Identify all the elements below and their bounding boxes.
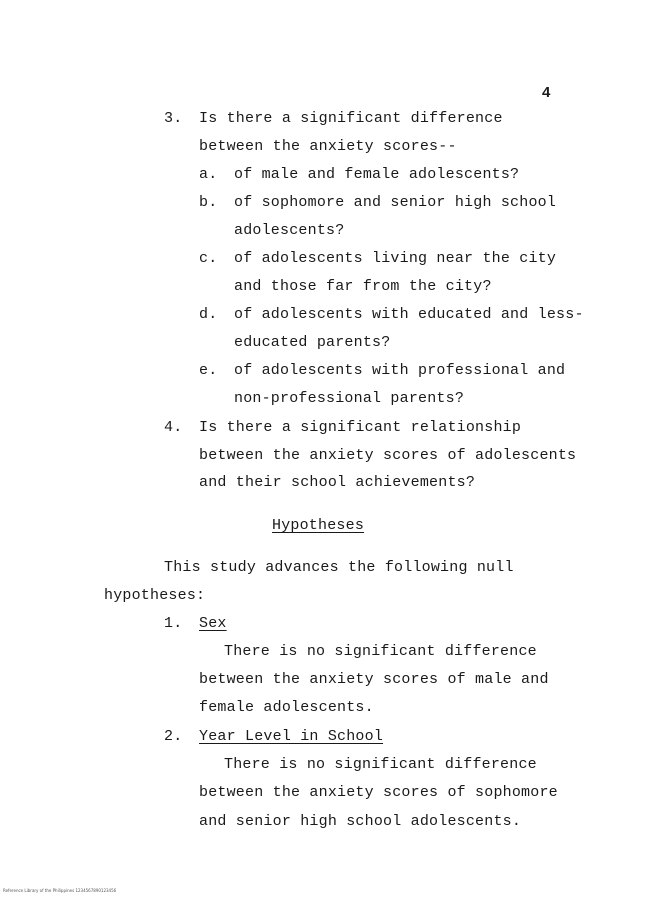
subitem-e-line-1: of adolescents with professional and <box>234 362 566 379</box>
question-3-line-2: between the anxiety scores-- <box>199 138 457 155</box>
subitem-e-letter: e. <box>199 362 218 379</box>
hypothesis-2-number: 2. <box>164 728 183 745</box>
question-4-line-1: Is there a significant relationship <box>199 419 522 436</box>
subitem-d-line-2: educated parents? <box>234 334 391 351</box>
subitem-d-letter: d. <box>199 306 218 323</box>
hypothesis-2-line-3: and senior high school adolescents. <box>199 813 522 830</box>
hypothesis-2-title: Year Level in School <box>199 728 384 745</box>
subitem-d-line-1: of adolescents with educated and less- <box>234 306 584 323</box>
hypothesis-2-line-1: There is no significant difference <box>224 756 537 773</box>
hypothesis-1-number: 1. <box>164 615 183 632</box>
hypothesis-1-title: Sex <box>199 615 227 632</box>
subitem-b-letter: b. <box>199 194 218 211</box>
section-heading: Hypotheses <box>272 517 365 534</box>
intro-line-1: This study advances the following null <box>164 559 514 576</box>
subitem-b-line-1: of sophomore and senior high school <box>234 194 557 211</box>
question-4-line-2: between the anxiety scores of adolescents <box>199 447 577 464</box>
hypothesis-1-line-3: female adolescents. <box>199 699 374 716</box>
subitem-c-letter: c. <box>199 250 218 267</box>
hypothesis-2-line-2: between the anxiety scores of sophomore <box>199 784 558 801</box>
scan-footer: Reference Library of the Philippines 1234567890123456 <box>3 888 117 893</box>
question-3-line-1: Is there a significant difference <box>199 110 503 127</box>
subitem-e-line-2: non-professional parents? <box>234 390 465 407</box>
subitem-c-line-1: of adolescents living near the city <box>234 250 557 267</box>
question-4-line-3: and their school achievements? <box>199 474 476 491</box>
subitem-a-letter: a. <box>199 166 218 183</box>
subitem-c-line-2: and those far from the city? <box>234 278 492 295</box>
hypothesis-1-line-1: There is no significant difference <box>224 643 537 660</box>
intro-line-2: hypotheses: <box>104 587 206 604</box>
question-4-number: 4. <box>164 419 183 436</box>
hypothesis-1-line-2: between the anxiety scores of male and <box>199 671 549 688</box>
subitem-b-line-2: adolescents? <box>234 222 345 239</box>
page-number: 4 <box>542 84 551 101</box>
subitem-a-line-1: of male and female adolescents? <box>234 166 520 183</box>
question-3-number: 3. <box>164 110 183 127</box>
